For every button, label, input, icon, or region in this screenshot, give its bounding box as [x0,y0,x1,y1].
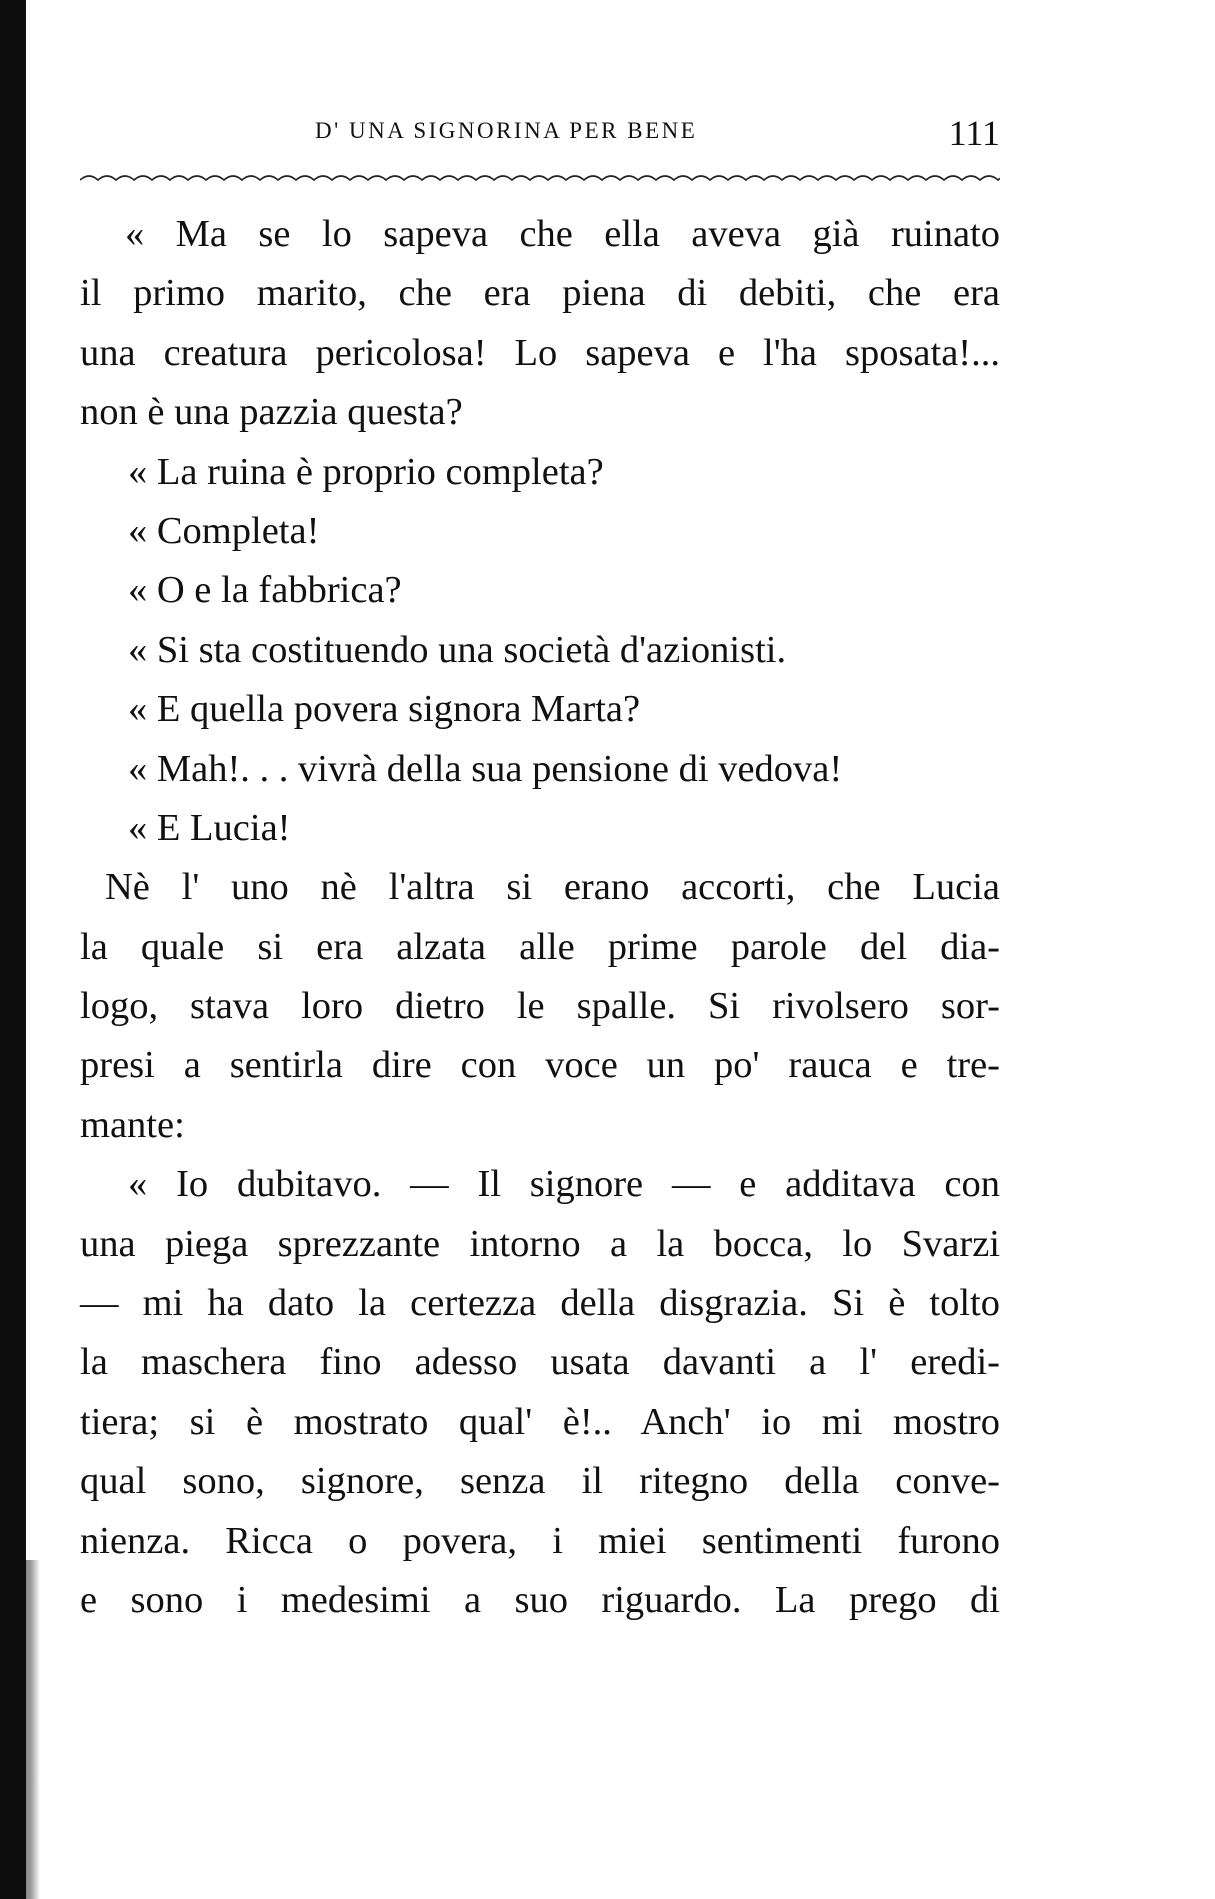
running-head [80,112,1000,152]
page-number: 111 [948,113,1000,153]
text-line: « La ruina è proprio completa? [128,450,604,493]
text-line: « Io dubitavo. — Il signore — e additava con [128,1163,1000,1206]
text-line: « O e la fabbrica? [128,569,402,612]
text-line: non è una pazzia questa? [80,391,463,434]
text-line: presi a sentirla dire con voce un po' rauca e tre- [80,1044,1000,1087]
text-line: e sono i medesimi a suo riguardo. La prego di [80,1578,1000,1621]
text-line: — mi ha dato la certezza della disgrazia. Si è tolto [80,1282,1000,1325]
book-page [80,0,1000,1899]
decorative-wavy-rule [80,168,1000,188]
running-title: D' UNA SIGNORINA PER BENE [315,118,698,143]
text-line: « Completa! [128,509,320,552]
text-line: « Mah!. . . vivrà della sua pensione di vedova! [128,747,843,790]
text-line: « Si sta costituendo una società d'azionisti. [128,628,787,671]
page-edge-shadow [26,1560,40,1899]
text-line: la quale si era alzata alle prime parole del dia- [80,925,1000,968]
text-line: nienza. Ricca o povera, i miei sentimenti furono [80,1519,1000,1562]
text-line: il primo marito, che era piena di debiti, che era [80,272,1000,315]
text-line: qual sono, signore, senza il ritegno della conve- [80,1460,1000,1503]
text-line: una piega sprezzante intorno a la bocca, lo Svarzi [80,1222,1000,1265]
text-line: una creatura pericolosa! Lo sapeva e l'ha sposata!... [80,331,1000,374]
text-line: « Ma se lo sapeva che ella aveva già ruinato [125,213,1000,255]
text-line: tiera; si è mostrato qual' è!.. Anch' io mi mostro [80,1400,1000,1443]
text-line: « E quella povera signora Marta? [128,688,641,731]
text-line: la maschera fino adesso usata davanti a l' eredi- [80,1341,1000,1384]
book-spine-shadow [0,0,26,1899]
text-line: Nè l' uno nè l'altra si erano accorti, che Lucia [105,866,1000,909]
text-line: « E Lucia! [128,806,291,849]
body-text [80,205,1000,1630]
text-line: mante: [80,1103,185,1146]
text-line: logo, stava loro dietro le spalle. Si rivolsero sor- [80,985,1000,1028]
